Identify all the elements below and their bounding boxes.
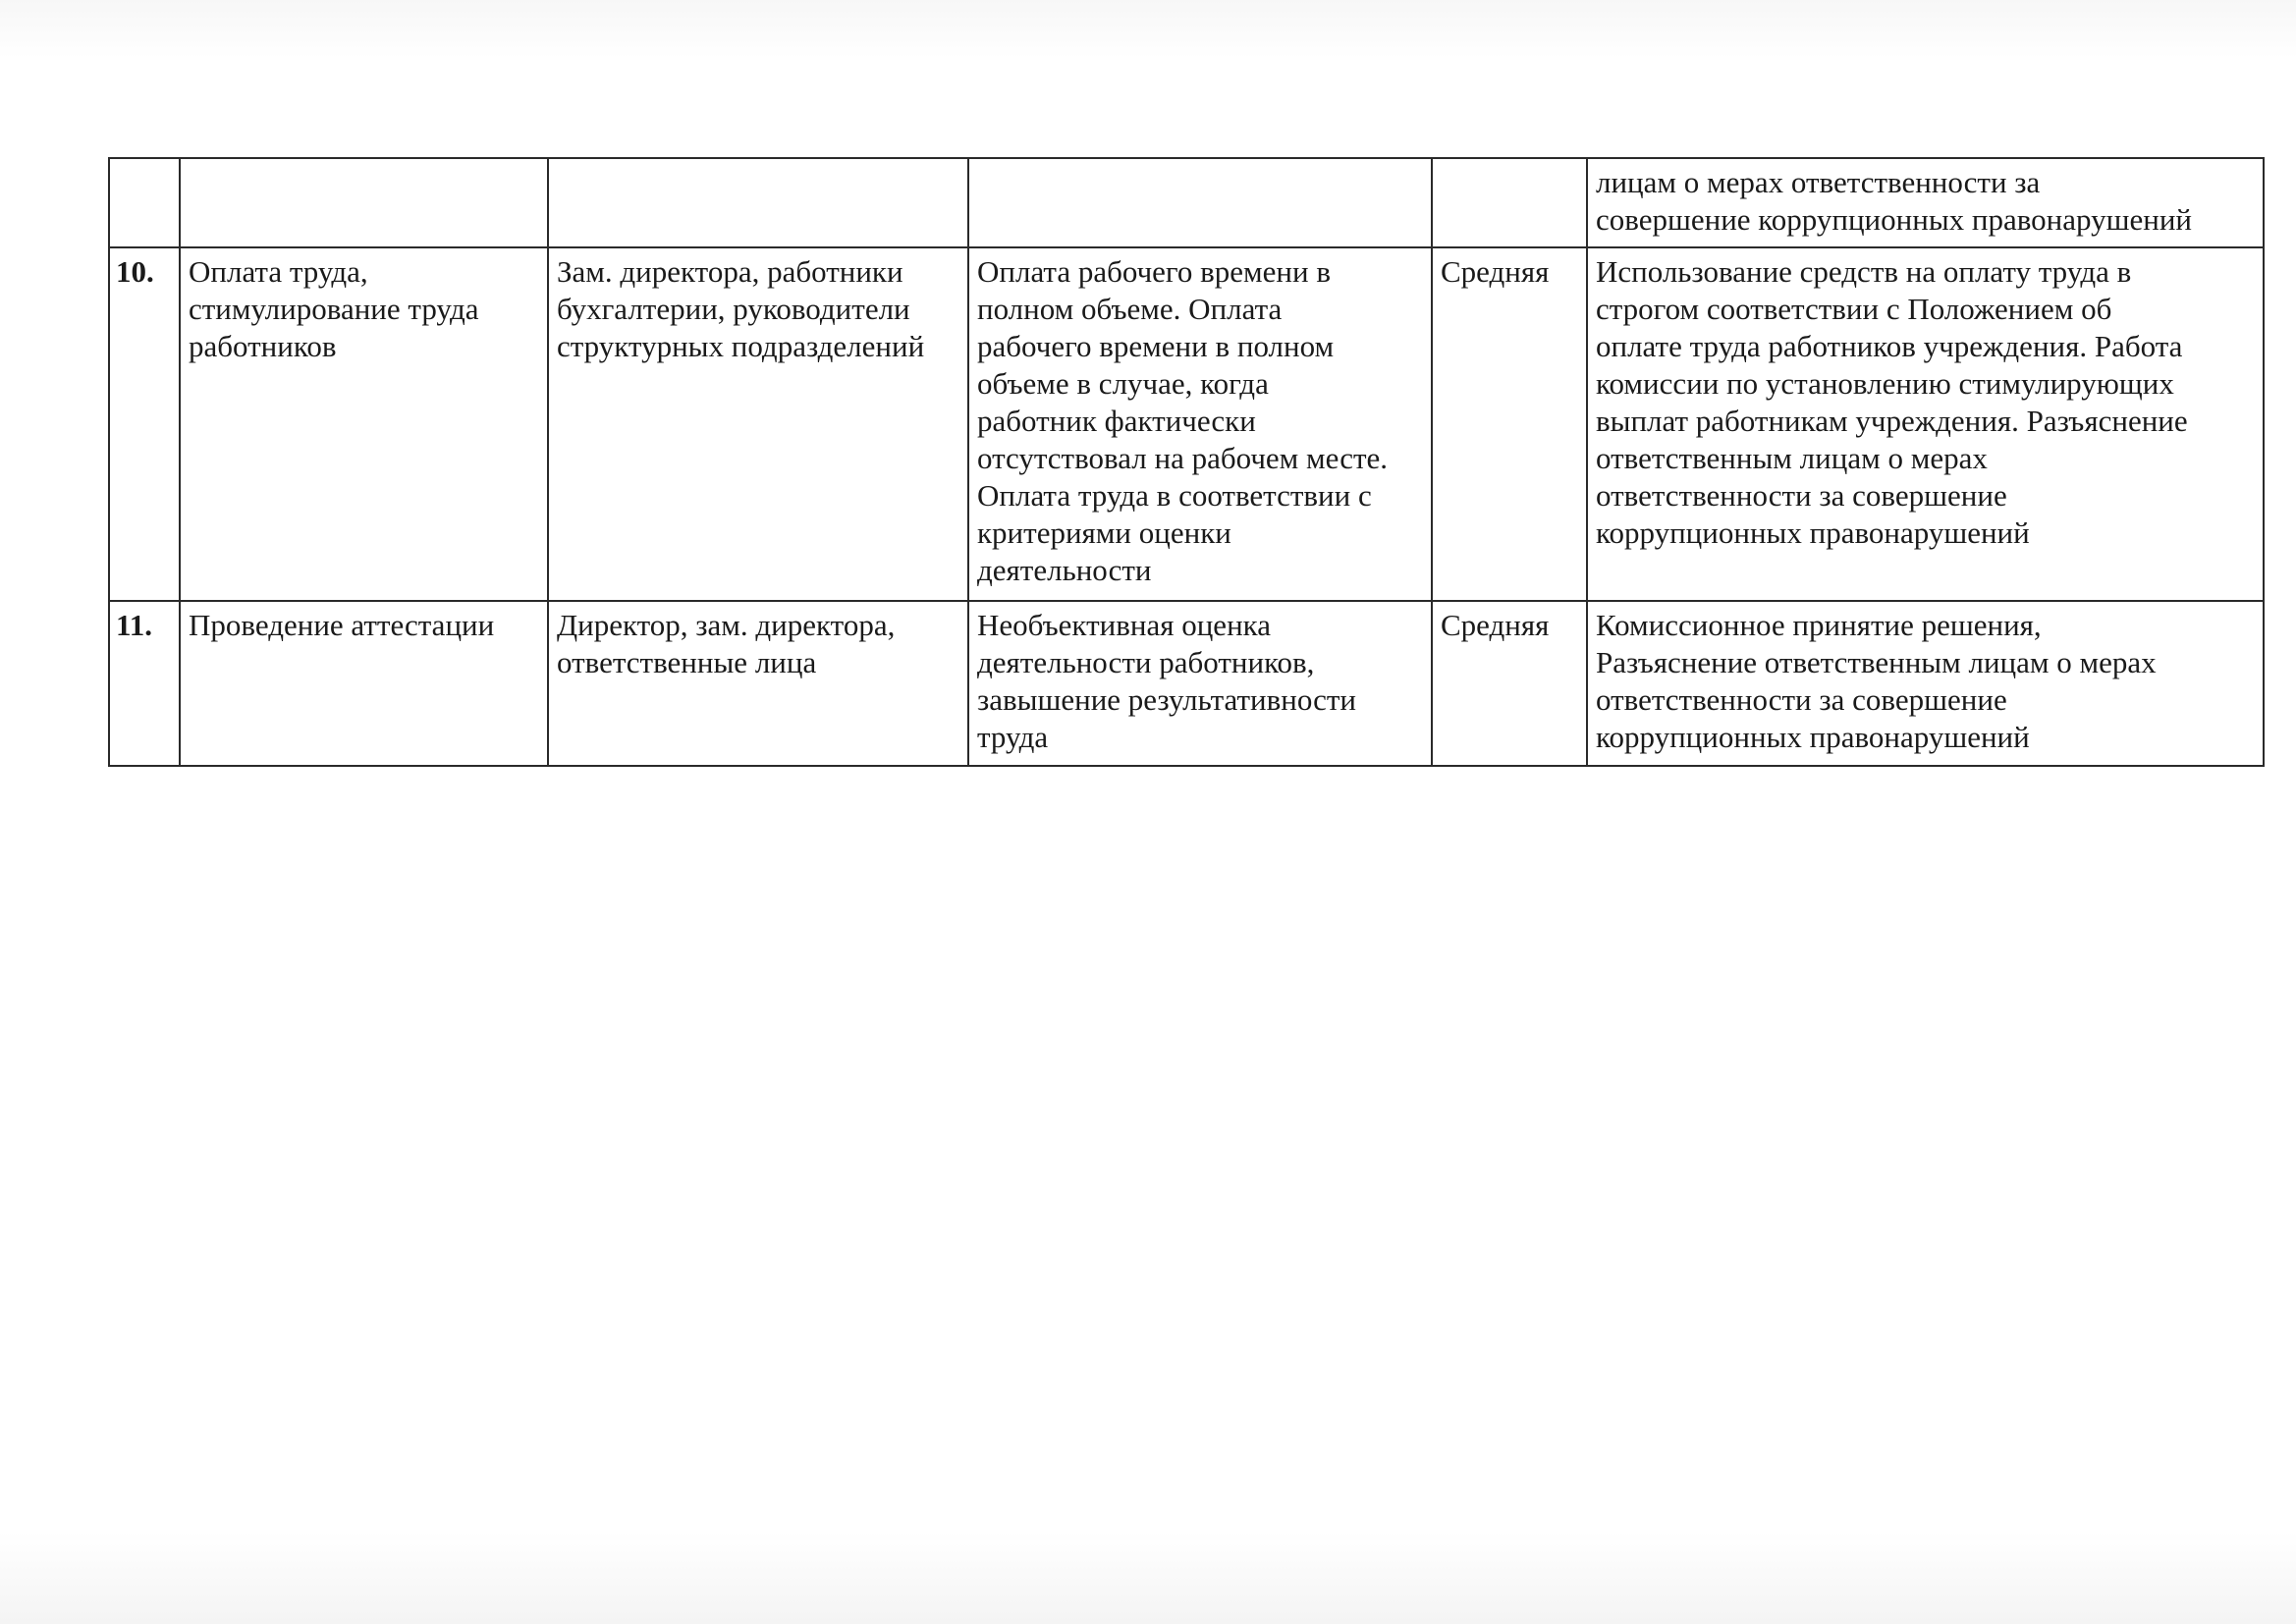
table-row-10 [109, 247, 2264, 601]
cell-risk [968, 601, 1432, 766]
cell-level [1432, 158, 1587, 247]
measures-text: Комиссионное принятие решения, Разъяснение ответственным лицам о мерах ответственности за совершение коррупционных правонарушений [1596, 608, 2157, 754]
cell-process [180, 158, 548, 247]
cell-responsible [548, 601, 968, 766]
cell-risk [968, 158, 1432, 247]
cell-measures [1587, 158, 2264, 247]
cell-level [1432, 247, 1587, 601]
corruption-risk-table [108, 157, 2265, 767]
cell-number [109, 601, 180, 766]
row-number: 11. [116, 608, 153, 642]
cell-measures [1587, 601, 2264, 766]
cell-number [109, 247, 180, 601]
risk-text: Оплата рабочего времени в полном объеме. Оплата рабочего времени в полном объеме в случае, когда работник фактически отсутствовал на рабочем месте. Оплата труда в соответствии с критериями оценки деятельности [977, 254, 1389, 587]
process-text: Оплата труда, стимулирование труда работников [189, 254, 479, 363]
table-row-11 [109, 601, 2264, 766]
cell-measures [1587, 247, 2264, 601]
cell-responsible [548, 247, 968, 601]
cell-number [109, 158, 180, 247]
row-number: 10. [116, 254, 154, 289]
table-row-continuation [109, 158, 2264, 247]
cell-process [180, 601, 548, 766]
responsible-text: Директор, зам. директора, ответственные лица [557, 608, 896, 679]
cell-risk [968, 247, 1432, 601]
level-text: Средняя [1441, 608, 1550, 642]
measures-text: лицам о мерах ответственности за совершение коррупционных правонарушений [1596, 165, 2193, 237]
measures-text: Использование средств на оплату труда в строгом соответствии с Положением об оплате труда работников учреждения. Работа комиссии по установлению стимулирующих выплат работникам учреждения. Разъяснение ответственным лицам о мерах ответственности за совершение коррупционных правонарушений [1596, 254, 2188, 550]
cell-level [1432, 601, 1587, 766]
cell-process [180, 247, 548, 601]
cell-responsible [548, 158, 968, 247]
responsible-text: Зам. директора, работники бухгалтерии, руководители структурных подразделений [557, 254, 925, 363]
process-text: Проведение аттестации [189, 608, 495, 642]
level-text: Средняя [1441, 254, 1550, 289]
risk-text: Необъективная оценка деятельности работников, завышение результативности труда [977, 608, 1357, 754]
